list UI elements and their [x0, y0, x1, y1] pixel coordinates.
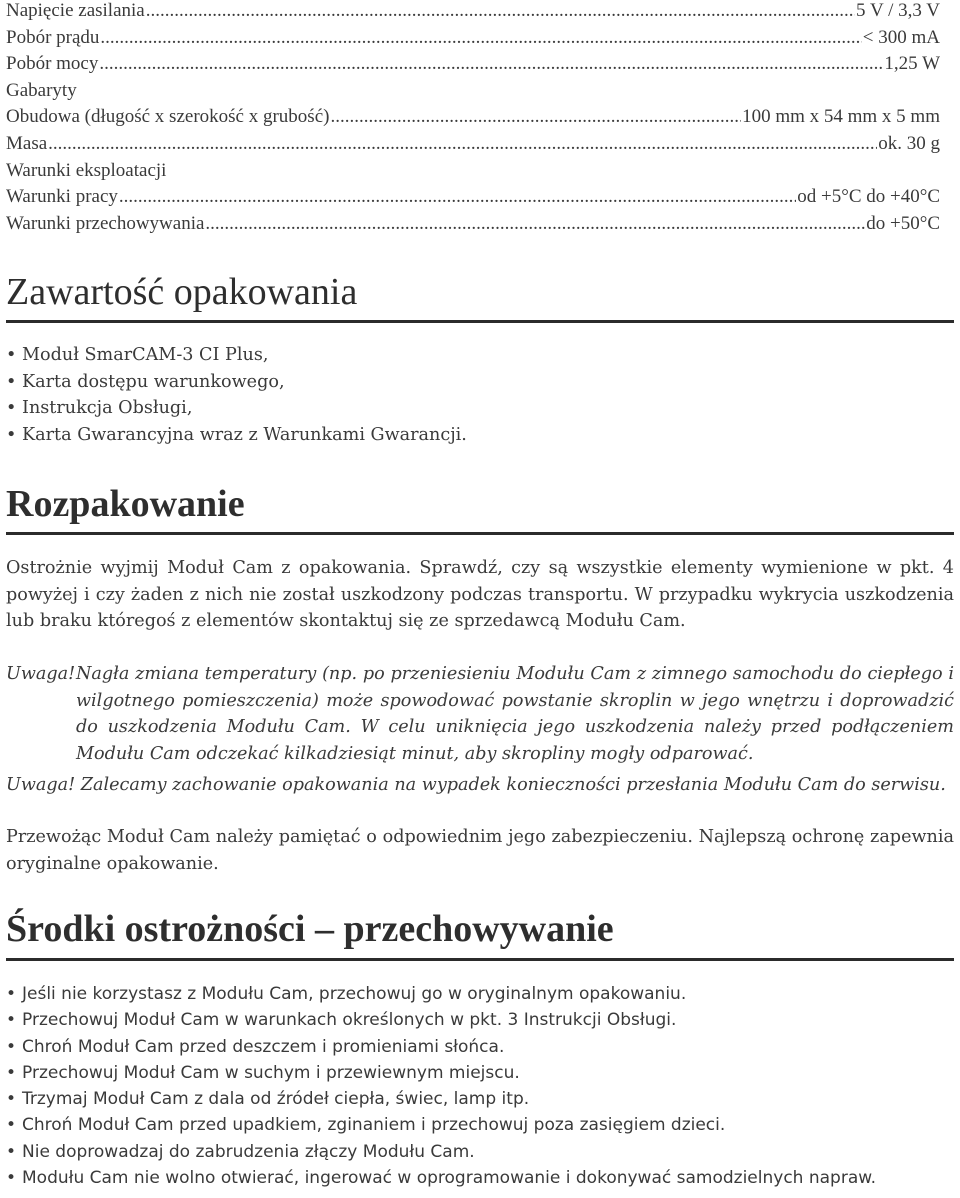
list-item: • Trzymaj Moduł Cam z dala od źródeł ciepła, świec, lamp itp.	[6, 1086, 876, 1112]
warning-note	[6, 772, 954, 799]
spec-label: Warunki przechowywania	[6, 212, 205, 234]
spec-row	[6, 211, 940, 238]
spec-row	[6, 51, 940, 78]
section-title-contents: Zawartość opakowania	[6, 271, 358, 313]
spec-value: 5 V / 3,3 V	[856, 0, 940, 21]
spec-label: Obudowa (długość x szerokość x grubość)	[6, 106, 330, 128]
spec-row	[6, 25, 940, 52]
list-item: • Moduł SmarCAM-3 CI Plus,	[6, 342, 467, 369]
spec-group-heading: Warunki eksploatacji	[6, 159, 167, 181]
list-item: • Chroń Moduł Cam przed deszczem i promieniami słońca.	[6, 1034, 876, 1060]
list-item: • Nie doprowadzaj do zabrudzenia złączy Modułu Cam.	[6, 1139, 876, 1165]
spec-row	[6, 131, 940, 158]
list-item: • Karta Gwarancyjna wraz z Warunkami Gwarancji.	[6, 422, 467, 449]
warning-note	[6, 661, 954, 767]
spec-row	[6, 104, 940, 131]
warning-label: Uwaga!	[6, 775, 76, 795]
section-divider	[6, 958, 954, 961]
spec-label: Pobór mocy	[6, 53, 99, 75]
spec-value: do +50°C	[866, 212, 940, 234]
spec-label: Pobór prądu	[6, 26, 100, 48]
storage-list	[6, 981, 876, 1191]
spec-group-heading: Gabaryty	[6, 79, 77, 101]
list-item: • Jeśli nie korzystasz z Modułu Cam, przechowuj go w oryginalnym opakowaniu.	[6, 981, 876, 1007]
spec-row	[6, 184, 940, 211]
warning-label: Uwaga!	[6, 664, 76, 684]
spec-value: od +5°C do +40°C	[797, 186, 940, 208]
warning-text: Nagła zmiana temperatury (np. po przeniesieniu Modułu Cam z zimnego samochodu do ciepłego i wilgotnego pomieszczenia) może spowodować powstanie skroplin w jego wnętrzu i doprowadzić do uszkodzenia Modułu Cam. W celu uniknięcia jego uszkodzenia należy przed podłączeniem Modułu Cam odczekać kilkadziesiąt minut, aby skropliny mogły odparować.	[76, 664, 954, 764]
spec-row	[6, 0, 940, 25]
spec-list	[6, 0, 940, 237]
spec-value: ok. 30 g	[878, 132, 940, 154]
section-title-storage: Środki ostrożności – przechowywanie	[6, 908, 614, 950]
section-title-unpacking: Rozpakowanie	[6, 483, 245, 525]
list-item: • Instrukcja Obsługi,	[6, 395, 467, 422]
list-item: • Modułu Cam nie wolno otwierać, ingerować w oprogramowanie i dokonywać samodzielnych napraw.	[6, 1165, 876, 1191]
unpacking-paragraph: Ostrożnie wyjmij Moduł Cam z opakowania. Sprawdź, czy są wszystkie elementy wymienione w pkt. 4 powyżej i czy żaden z nich nie został uszkodzony podczas transportu. W przypadku wykrycia uszkodzenia lub braku któregoś z elementów skontaktuj się ze sprzedawcą Modułu Cam.	[6, 558, 954, 631]
spec-value: 1,25 W	[884, 53, 940, 75]
list-item: • Chroń Moduł Cam przed upadkiem, zginaniem i przechowuj poza zasięgiem dzieci.	[6, 1112, 876, 1138]
section-divider	[6, 320, 954, 323]
spec-label: Napięcie zasilania	[6, 0, 145, 21]
list-item: • Przechowuj Moduł Cam w suchym i przewiewnym miejscu.	[6, 1060, 876, 1086]
warning-text: Zalecamy zachowanie opakowania na wypadek konieczności przesłania Modułu Cam do serwisu.	[80, 775, 946, 795]
spec-value: 100 mm x 54 mm x 5 mm	[742, 106, 940, 128]
spec-label: Warunki pracy	[6, 186, 118, 208]
list-item: • Karta dostępu warunkowego,	[6, 369, 467, 396]
spec-label: Masa	[6, 132, 48, 154]
contents-list	[6, 342, 467, 448]
transport-paragraph: Przewożąc Moduł Cam należy pamiętać o odpowiednim jego zabezpieczeniu. Najlepszą ochronę zapewnia oryginalne opakowanie.	[6, 827, 954, 874]
list-item: • Przechowuj Moduł Cam w warunkach określonych w pkt. 3 Instrukcji Obsługi.	[6, 1007, 876, 1033]
spec-value: < 300 mA	[862, 26, 940, 48]
section-divider	[6, 532, 954, 535]
